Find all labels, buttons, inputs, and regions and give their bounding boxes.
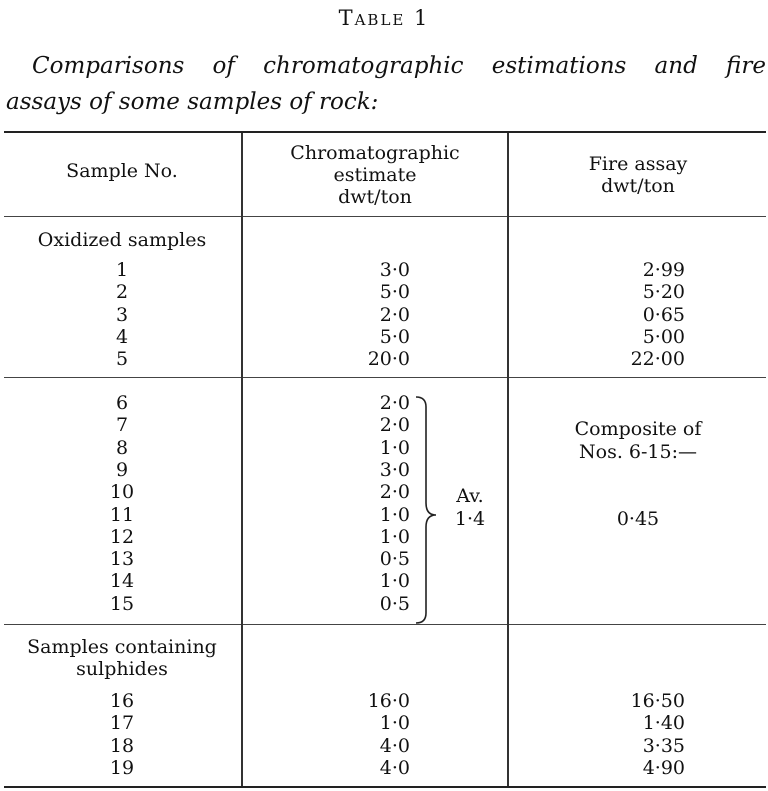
header-fire-assay: Fire assay dwt/ton	[588, 153, 688, 197]
chromatographic-value: 2·0	[379, 414, 410, 437]
chromatographic-value: 1·0	[379, 436, 410, 459]
chromatographic-value: 0·5	[379, 592, 410, 615]
group2-rule	[4, 624, 766, 625]
composite-note: Composite of Nos. 6-15:—	[574, 418, 702, 463]
chromatographic-value: 1·0	[379, 525, 410, 548]
chromatographic-value: 2·0	[379, 303, 410, 326]
header-sample-no: Sample No.	[66, 160, 178, 182]
chromatographic-value: 4·0	[379, 734, 410, 757]
sample-number: 6	[115, 392, 129, 414]
top-rule	[4, 131, 766, 133]
sample-number: 1	[115, 259, 129, 281]
average-note: Av. 1·4	[454, 485, 486, 530]
sample-number: 15	[109, 592, 135, 615]
fire-assay-value: 5·20	[642, 281, 685, 304]
fire-assay-value: 1·40	[642, 712, 685, 735]
chromatographic-value: 1·0	[379, 503, 410, 526]
fire-assay-value: 3·35	[642, 734, 685, 757]
header-rule	[4, 216, 766, 217]
fire-assay-value: 2·99	[642, 259, 685, 281]
chromatographic-value: 5·0	[379, 325, 410, 348]
sample-number: 13	[109, 548, 135, 571]
composite-fire-value: 0·45	[616, 508, 660, 530]
sample-number: 9	[115, 458, 129, 481]
chromatographic-value: 16·0	[367, 690, 410, 712]
chromatographic-value: 20·0	[367, 348, 410, 371]
column-divider-2	[507, 133, 509, 786]
header-chromatographic: Chromatographic estimate dwt/ton	[290, 142, 460, 208]
chromatographic-value: 3·0	[379, 259, 410, 281]
sample-number: 7	[115, 414, 129, 437]
sample-number: 5	[115, 348, 129, 371]
sample-number: 19	[109, 756, 135, 779]
fire-assay-value: 16·50	[630, 690, 685, 712]
caption-line-2: assays of some samples of rock:	[6, 89, 379, 115]
chromatographic-value: 5·0	[379, 281, 410, 304]
group1-rule	[4, 377, 766, 378]
sample-number: 14	[109, 570, 135, 593]
fire-assay-value: 0·65	[642, 303, 685, 326]
sample-number: 16	[109, 690, 135, 712]
chromatographic-value: 2·0	[379, 392, 410, 414]
sample-number: 4	[115, 325, 129, 348]
sample-number: 8	[115, 436, 129, 459]
table-title: Table 1	[338, 6, 430, 30]
sample-number: 10	[109, 481, 135, 504]
chromatographic-value: 1·0	[379, 570, 410, 593]
group-label-oxidized: Oxidized samples	[37, 229, 207, 251]
chromatographic-value: 4·0	[379, 756, 410, 779]
sample-number: 3	[115, 303, 129, 326]
chromatographic-value: 3·0	[379, 458, 410, 481]
bottom-rule	[4, 786, 766, 788]
fire-assay-value: 4·90	[642, 756, 685, 779]
table-caption	[6, 48, 766, 120]
chromatographic-value: 1·0	[379, 712, 410, 735]
sample-number: 17	[109, 712, 135, 735]
chromatographic-value: 0·5	[379, 548, 410, 571]
sample-number: 18	[109, 734, 135, 757]
sample-number: 11	[109, 503, 135, 526]
chromatographic-value: 2·0	[379, 481, 410, 504]
column-divider-1	[241, 133, 243, 786]
fire-assay-value: 22·00	[630, 348, 685, 371]
sample-number: 12	[109, 525, 135, 548]
fire-assay-value: 5·00	[642, 325, 685, 348]
group-label-sulphides: Samples containing sulphides	[27, 636, 217, 680]
caption-line-1: Comparisons of chromatographic estimations and fire	[32, 53, 766, 79]
sample-number: 2	[115, 281, 129, 304]
